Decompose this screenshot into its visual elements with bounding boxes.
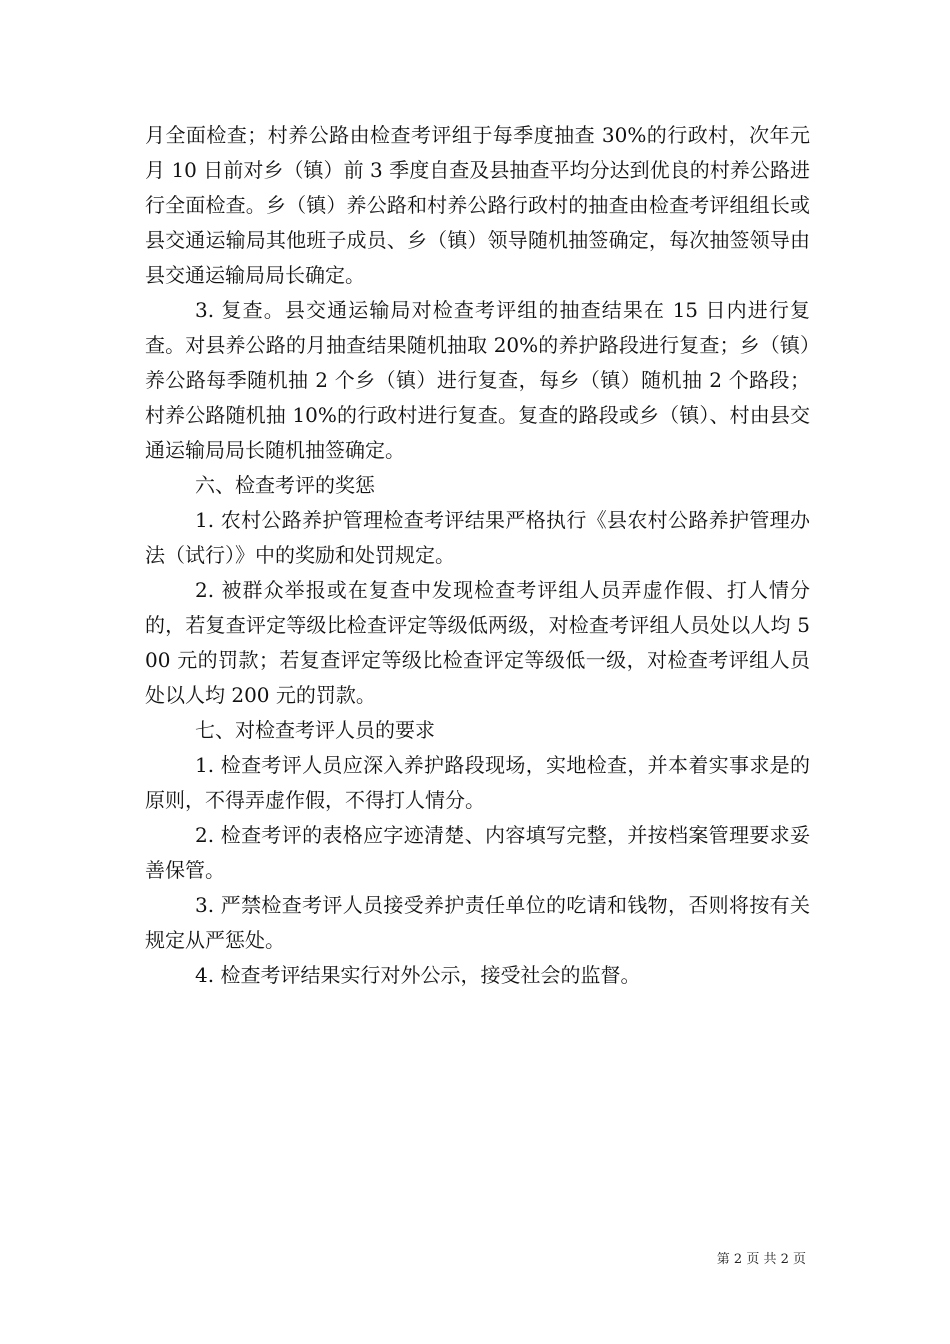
paragraph-continuation: 月全面检查；村养公路由检查考评组于每季度抽查 30%的行政村，次年元月 10 日前对乡（镇）前 3 季度自查及县抽查平均分达到优良的村养公路进行全面检查。乡（镇）养公路和村养公路行政村的抽查由检查考评组组长或县交通运输局其他班子成员、乡（镇）领导随机抽签确定，每次抽签领导由县交通运输局局长确定。 xyxy=(145,123,810,287)
section-heading-rewards-penalties: 六、检查考评的奖惩 xyxy=(195,473,375,497)
paragraph-review: 3. 复查。县交通运输局对检查考评组的抽查结果在 15 日内进行复查。对县养公路的月抽查结果随机抽取 20%的养护路段进行复查；乡（镇）养公路每季随机抽 2 个乡（镇）进行复查，每乡（镇）随机抽 2 个路段；村养公路随机抽 10%的行政村进行复查。复查的路段或乡（镇）、村由县交通运输局局长随机抽签确定。 xyxy=(145,298,810,462)
paragraph-rewards-item-1: 1. 农村公路养护管理检查考评结果严格执行《县农村公路养护管理办法（试行）》中的奖励和处罚规定。 xyxy=(145,508,810,567)
section-heading-inspector-requirements: 七、对检查考评人员的要求 xyxy=(195,718,435,742)
paragraph-requirements-item-3: 3. 严禁检查考评人员接受养护责任单位的吃请和钱物，否则将按有关规定从严惩处。 xyxy=(145,893,810,952)
paragraph-requirements-item-2: 2. 检查考评的表格应字迹清楚、内容填写完整，并按档案管理要求妥善保管。 xyxy=(145,823,810,882)
page-number-footer: 第 2 页 共 2 页 xyxy=(716,1252,806,1267)
document-body xyxy=(145,118,810,993)
paragraph-requirements-item-4: 4. 检查考评结果实行对外公示，接受社会的监督。 xyxy=(195,963,641,987)
paragraph-rewards-item-2: 2. 被群众举报或在复查中发现检查考评组人员弄虚作假、打人情分的，若复查评定等级比检查评定等级低两级，对检查考评组人员处以人均 500 元的罚款；若复查评定等级比检查评定等级低一级，对检查考评组人员处以人均 200 元的罚款。 xyxy=(145,578,810,707)
paragraph-requirements-item-1: 1. 检查考评人员应深入养护路段现场，实地检查，并本着实事求是的原则，不得弄虚作假，不得打人情分。 xyxy=(145,753,810,812)
